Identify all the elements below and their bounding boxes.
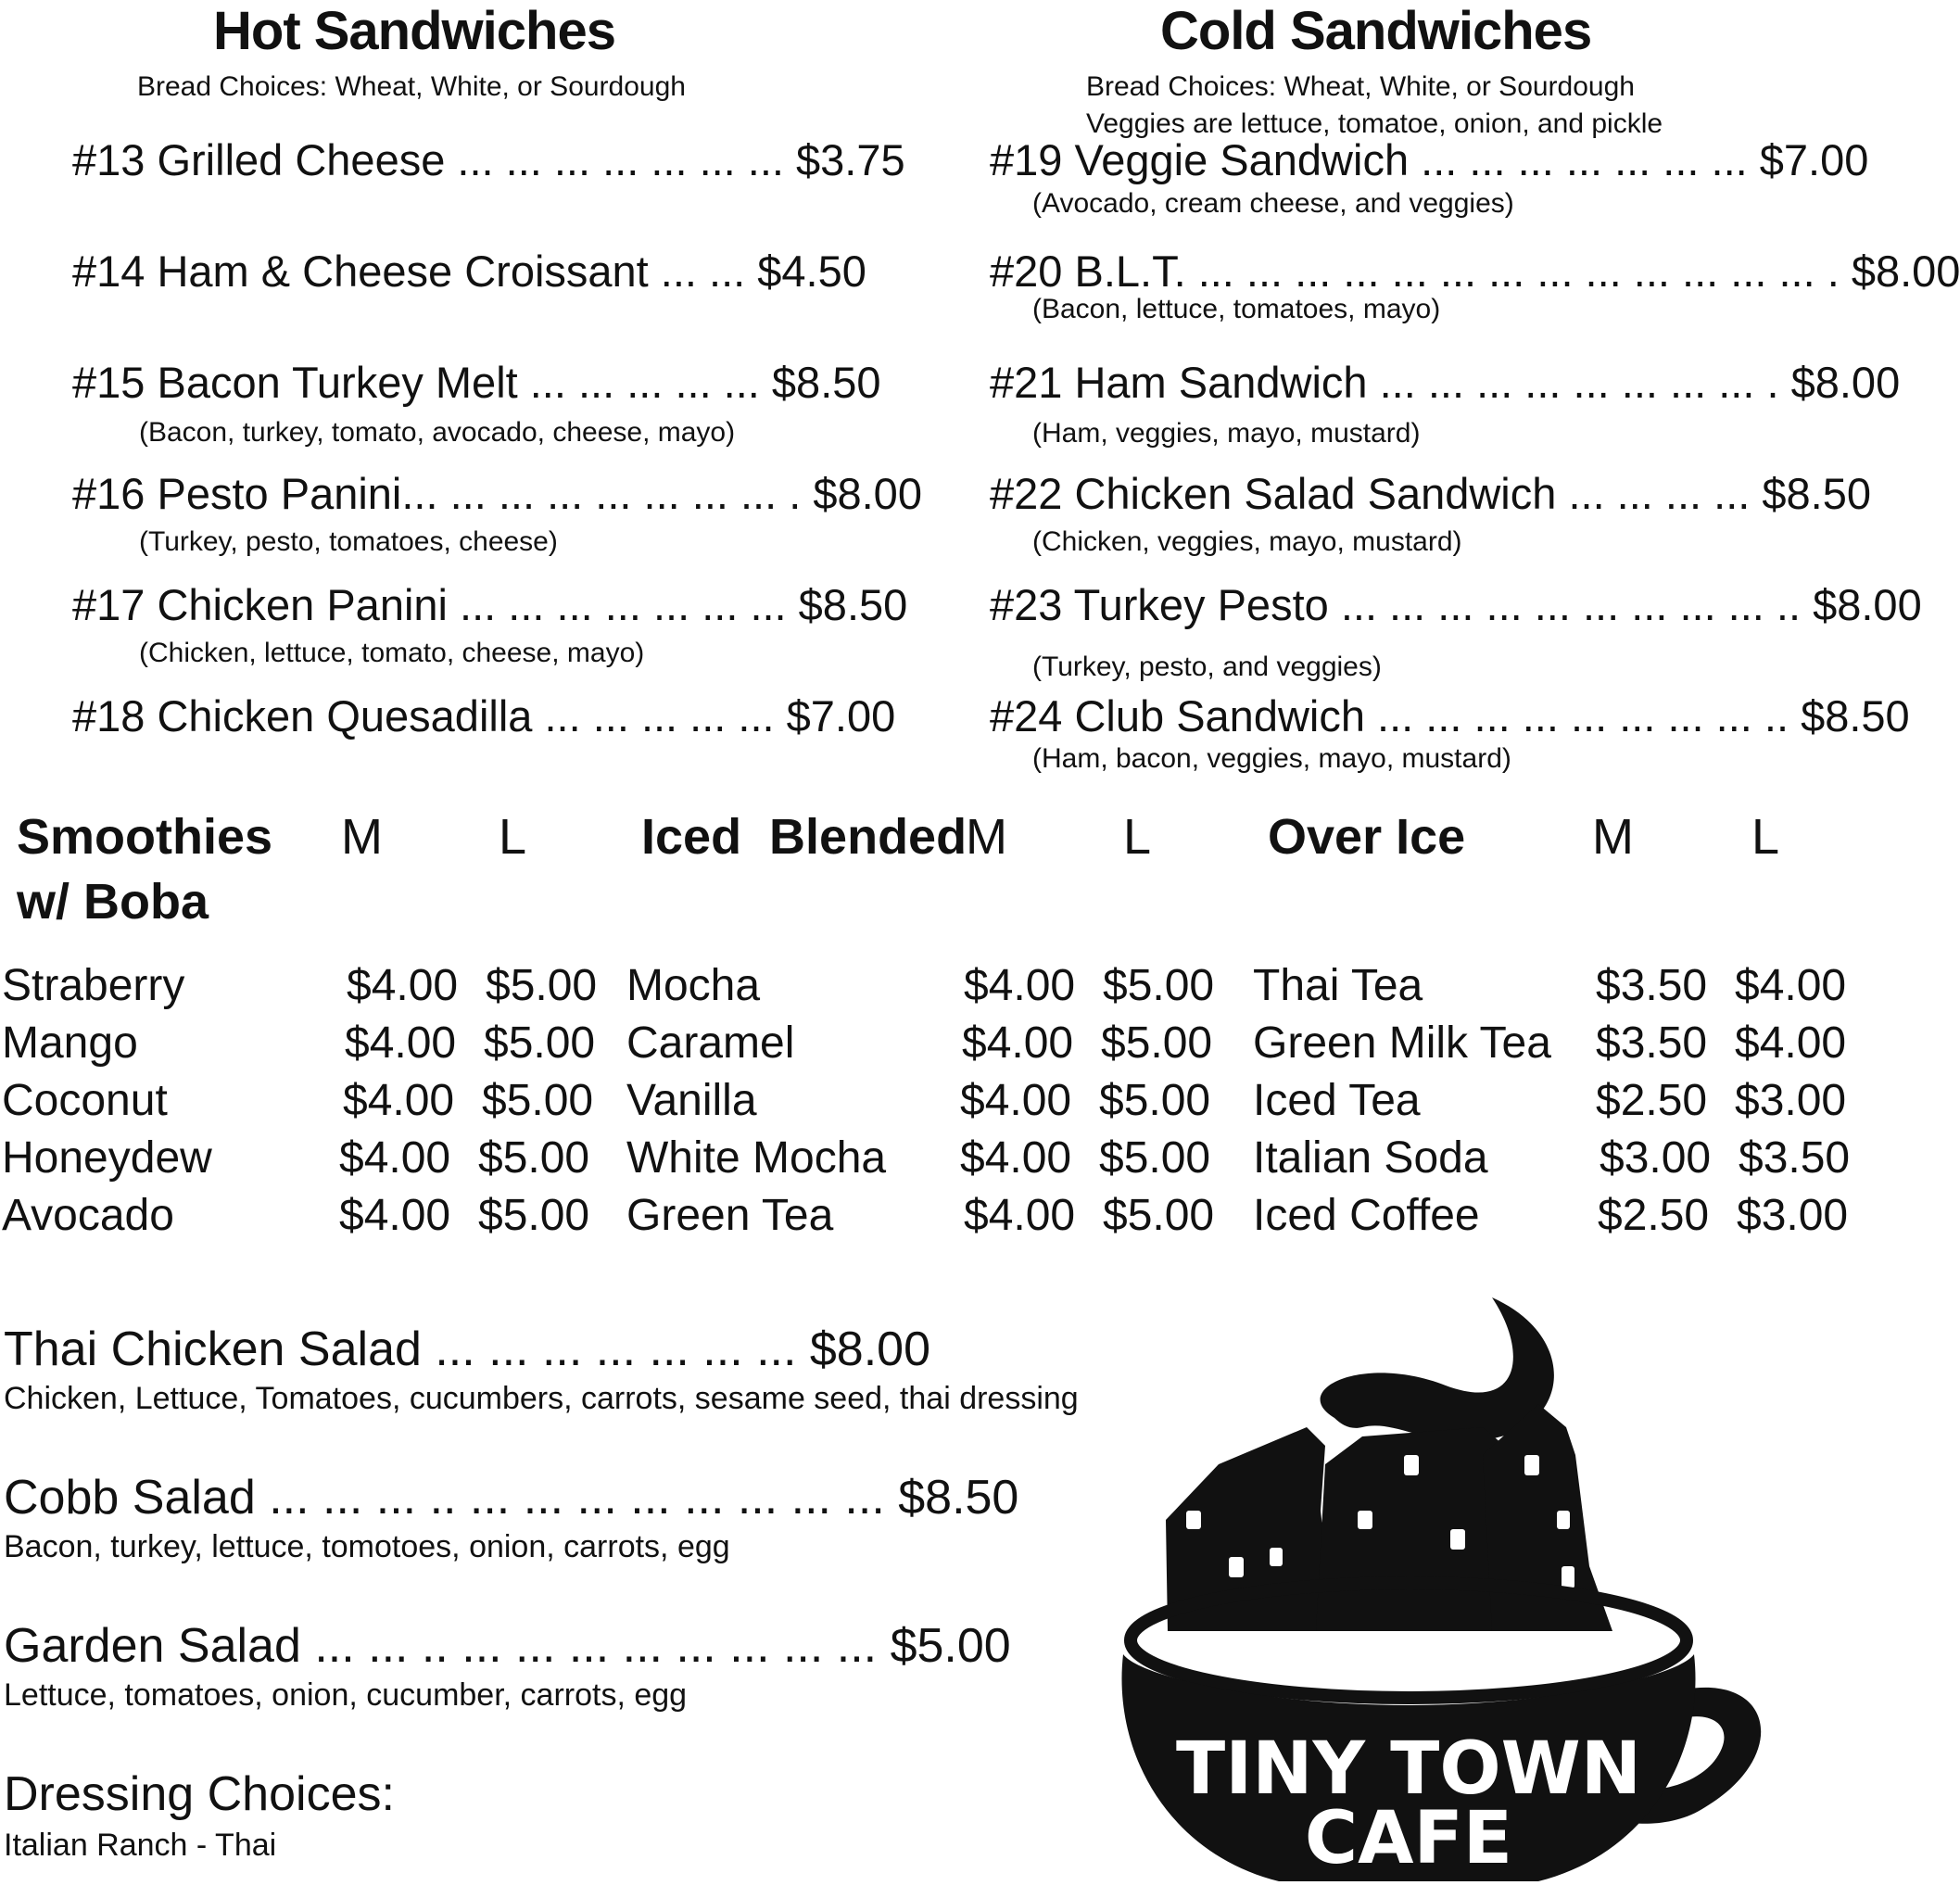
dressing-options: Italian Ranch - Thai <box>4 1828 277 1863</box>
hot-item-14: #14 Ham & Cheese Croissant ... ... $4.50 <box>72 247 866 296</box>
smoothies-subtitle: w/ Boba <box>17 874 209 930</box>
iced-blended-title: Iced Blended <box>641 809 967 865</box>
hot-item-17-desc: (Chicken, lettuce, tomato, cheese, mayo) <box>139 638 645 668</box>
over-ice-price-l: $4.00 <box>1735 1019 1847 1068</box>
salad-thai-chicken-desc: Chicken, Lettuce, Tomatoes, cucumbers, carrots, sesame seed, thai dressing <box>4 1381 1079 1416</box>
iced-blended-name: Mocha <box>626 961 761 1010</box>
iced-blended-price-m: $4.00 <box>962 1019 1074 1068</box>
cold-item-24: #24 Club Sandwich ... ... ... ... ... ... ... ... .. $8.50 <box>990 691 1910 740</box>
iced-blended-price-l: $5.00 <box>1103 961 1215 1010</box>
smoothie-price-l: $5.00 <box>486 961 598 1010</box>
smoothie-price-l: $5.00 <box>484 1019 596 1068</box>
cold-sandwiches-title: Cold Sandwiches <box>1160 1 1592 61</box>
smoothie-price-m: $4.00 <box>347 961 459 1010</box>
smoothie-price-l: $5.00 <box>478 1133 590 1183</box>
smoothie-price-m: $4.00 <box>343 1076 455 1125</box>
dressing-title: Dressing Choices: <box>4 1767 395 1821</box>
over-ice-price-l: $4.00 <box>1735 961 1847 1010</box>
cold-bread-choices: Bread Choices: Wheat, White, or Sourdough <box>1086 71 1635 102</box>
hot-item-15: #15 Bacon Turkey Melt ... ... ... ... ... $8.50 <box>72 358 881 407</box>
iced-blended-price-l: $5.00 <box>1103 1191 1215 1240</box>
smoothie-name: Avocado <box>2 1191 174 1240</box>
cold-item-22-desc: (Chicken, veggies, mayo, mustard) <box>1032 526 1462 557</box>
iced-blended-price-m: $4.00 <box>964 961 1076 1010</box>
over-ice-size-m: M <box>1592 809 1634 865</box>
cold-item-22: #22 Chicken Salad Sandwich ... ... ... ... $8.50 <box>990 469 1871 518</box>
over-ice-price-m: $3.00 <box>1600 1133 1712 1183</box>
over-ice-name: Iced Tea <box>1253 1076 1421 1125</box>
smoothie-price-m: $4.00 <box>345 1019 457 1068</box>
over-ice-price-l: $3.00 <box>1737 1191 1849 1240</box>
hot-item-18: #18 Chicken Quesadilla ... ... ... ... ... $7.00 <box>72 691 896 740</box>
iced-blended-name: Green Tea <box>626 1191 834 1240</box>
iced-blended-name: Vanilla <box>626 1076 757 1125</box>
over-ice-name: Italian Soda <box>1253 1133 1488 1183</box>
salad-cobb-desc: Bacon, turkey, lettuce, tomotoes, onion, carrots, egg <box>4 1529 730 1564</box>
smoothie-price-m: $4.00 <box>339 1133 451 1183</box>
tiny-town-cafe-logo <box>1056 1288 1779 1891</box>
over-ice-price-m: $3.50 <box>1596 961 1708 1010</box>
cold-item-19-desc: (Avocado, cream cheese, and veggies) <box>1032 188 1514 219</box>
salad-garden-desc: Lettuce, tomatoes, onion, cucumber, carrots, egg <box>4 1677 688 1713</box>
smoothies-size-l: L <box>499 809 527 865</box>
hot-item-17: #17 Chicken Panini ... ... ... ... ... ... ... $8.50 <box>72 580 908 629</box>
over-ice-price-m: $2.50 <box>1598 1191 1710 1240</box>
logo-title-line2: CAFE <box>1304 1797 1513 1880</box>
smoothie-price-m: $4.00 <box>339 1191 451 1240</box>
cold-item-23: #23 Turkey Pesto ... ... ... ... ... ... ... ... ... .. $8.00 <box>990 580 1922 629</box>
over-ice-price-m: $3.50 <box>1596 1019 1708 1068</box>
smoothie-name: Straberry <box>2 961 185 1010</box>
hot-item-13: #13 Grilled Cheese ... ... ... ... ... ... ... $3.75 <box>72 135 905 184</box>
iced-blended-price-m: $4.00 <box>960 1076 1072 1125</box>
logo-title-line1: TINY TOWN <box>1176 1727 1641 1811</box>
iced-blended-size-m: M <box>966 809 1007 865</box>
hot-sandwiches-title: Hot Sandwiches <box>213 1 615 61</box>
over-ice-name: Thai Tea <box>1253 961 1423 1010</box>
smoothie-price-l: $5.00 <box>482 1076 594 1125</box>
over-ice-name: Green Milk Tea <box>1253 1019 1551 1068</box>
salad-thai-chicken: Thai Chicken Salad ... ... ... ... ... ... ... $8.00 <box>4 1322 931 1376</box>
over-ice-name: Iced Coffee <box>1253 1191 1480 1240</box>
iced-blended-price-m: $4.00 <box>960 1133 1072 1183</box>
cold-item-20-desc: (Bacon, lettuce, tomatoes, mayo) <box>1032 294 1441 324</box>
smoothie-name: Mango <box>2 1019 138 1068</box>
cold-item-23-desc: (Turkey, pesto, and veggies) <box>1032 652 1382 682</box>
salad-cobb: Cobb Salad ... ... ... .. ... ... ... ... ... ... ... ... $8.50 <box>4 1471 1019 1525</box>
steam-icon <box>1321 1297 1554 1442</box>
hot-item-16-desc: (Turkey, pesto, tomatoes, cheese) <box>139 526 558 557</box>
iced-blended-name: Caramel <box>626 1019 795 1068</box>
iced-blended-size-l: L <box>1123 809 1152 865</box>
cold-veggies-note: Veggies are lettuce, tomatoe, onion, and pickle <box>1086 108 1663 139</box>
cold-item-20: #20 B.L.T. ... ... ... ... ... ... ... ... ... ... ... ... ... . $8.00 <box>990 247 1960 296</box>
cold-item-24-desc: (Ham, bacon, veggies, mayo, mustard) <box>1032 743 1511 774</box>
smoothie-name: Honeydew <box>2 1133 212 1183</box>
smoothies-size-m: M <box>341 809 383 865</box>
smoothies-title: Smoothies <box>17 809 273 865</box>
iced-blended-price-m: $4.00 <box>964 1191 1076 1240</box>
cold-item-19: #19 Veggie Sandwich ... ... ... ... ... ... ... $7.00 <box>990 135 1869 184</box>
over-ice-title: Over Ice <box>1268 809 1466 865</box>
iced-blended-name: White Mocha <box>626 1133 887 1183</box>
cold-item-21-desc: (Ham, veggies, mayo, mustard) <box>1032 418 1421 449</box>
hot-bread-choices: Bread Choices: Wheat, White, or Sourdough <box>137 71 686 102</box>
hot-item-16: #16 Pesto Panini... ... ... ... ... ... ... ... . $8.00 <box>72 469 922 518</box>
iced-blended-price-l: $5.00 <box>1099 1076 1211 1125</box>
over-ice-price-l: $3.00 <box>1735 1076 1847 1125</box>
over-ice-price-l: $3.50 <box>1739 1133 1851 1183</box>
smoothie-name: Coconut <box>2 1076 168 1125</box>
smoothie-price-l: $5.00 <box>478 1191 590 1240</box>
hot-item-15-desc: (Bacon, turkey, tomato, avocado, cheese, mayo) <box>139 417 736 448</box>
over-ice-size-l: L <box>1751 809 1780 865</box>
iced-blended-price-l: $5.00 <box>1101 1019 1213 1068</box>
salad-garden: Garden Salad ... ... .. ... ... ... ... ... ... ... ... $5.00 <box>4 1619 1011 1673</box>
over-ice-price-m: $2.50 <box>1596 1076 1708 1125</box>
cold-item-21: #21 Ham Sandwich ... ... ... ... ... ... ... ... . $8.00 <box>990 358 1901 407</box>
iced-blended-price-l: $5.00 <box>1099 1133 1211 1183</box>
